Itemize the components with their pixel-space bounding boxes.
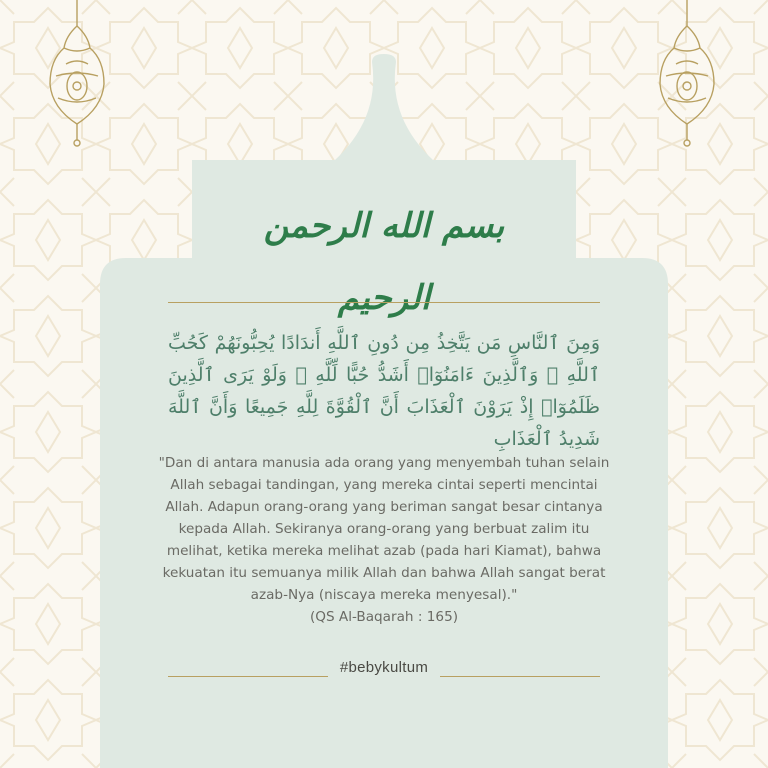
quran-verse-arabic: وَمِنَ ٱلنَّاسِ مَن يَتَّخِذُ مِن دُونِ ٱللَّهِ أَندَادًا يُحِبُّونَهُمْ كَحُبِّ ٱللَّهِ ۖ وَٱلَّذِينَ ءَامَنُوٓا۟ أَشَدُّ حُبًّا لِّلَّهِ ۗ وَلَوْ يَرَى ٱلَّذِينَ ظَلَمُوٓا۟ إِذْ يَرَوْنَ ٱلْعَذَابَ أَنَّ ٱلْقُوَّةَ لِلَّهِ جَمِيعًا وَأَنَّ ٱللَّهَ شَدِيدُ ٱلْعَذَابِ	[168, 332, 600, 450]
bottom-divider-left	[168, 676, 328, 677]
top-divider	[168, 302, 600, 303]
basmala-calligraphy: بسم الله الرحمن الرحيم	[263, 206, 505, 318]
hanging-lantern-icon	[652, 0, 722, 150]
verse-translation: "Dan di antara manusia ada orang yang menyembah tuhan selain Allah sebagai tandingan, yang mereka cintai seperti mencintai Allah. Adapun orang-orang yang beriman sangat besar cintanya kepada Allah. Sekiranya orang-orang yang berbuat zalim itu melihat, ketika mereka melihat azab (pada hari Kiamat), bahwa kekuatan itu semuanya milik Allah dan bahwa Allah sangat berat azab-Nya (niscaya mereka menyesal)."	[158, 455, 610, 603]
bottom-divider-right	[440, 676, 600, 677]
verse-citation: (QS Al-Baqarah : 165)	[309, 609, 459, 625]
verse-translation-block	[150, 452, 618, 628]
hashtag-label: #bebykultum	[339, 659, 429, 676]
hanging-lantern-icon	[42, 0, 112, 150]
